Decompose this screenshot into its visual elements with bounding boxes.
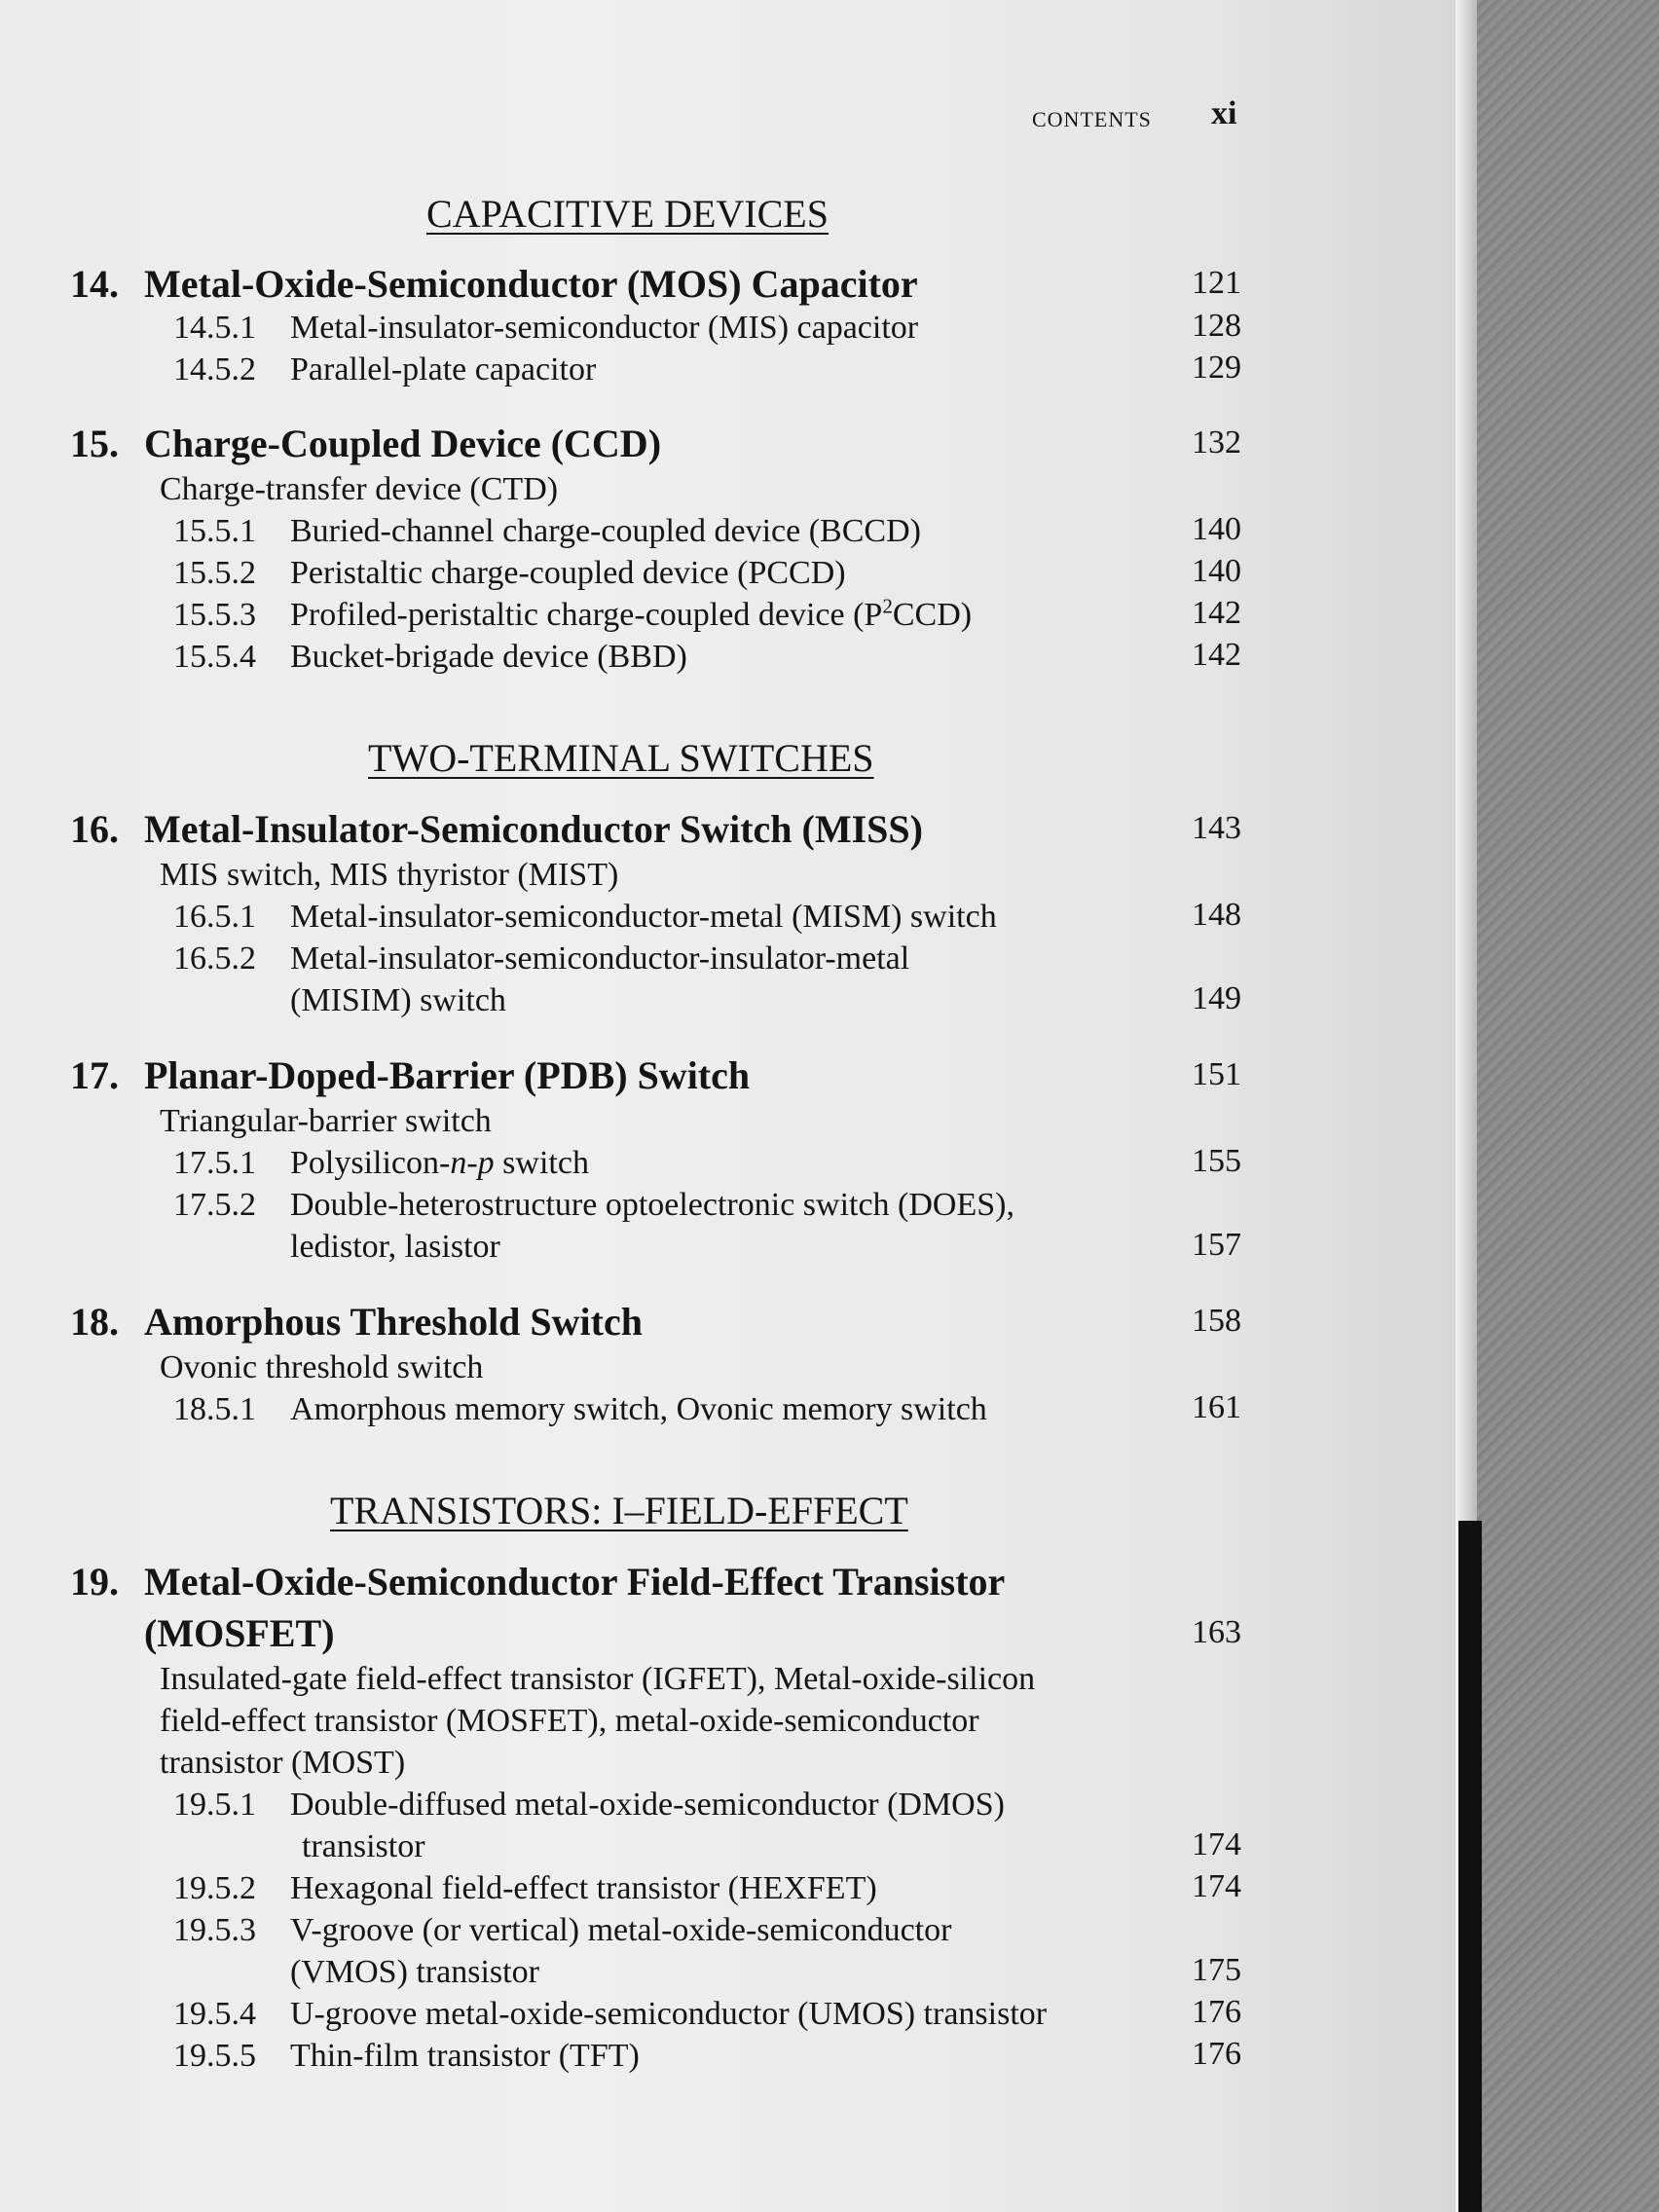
section-heading: TRANSISTORS: I–FIELD-EFFECT [330,1489,908,1532]
subsection-entry [173,555,846,592]
chapter-number: 17. [70,1053,119,1097]
subsection-page: 140 [1192,511,1241,547]
section-heading: CAPACITIVE DEVICES [426,192,829,236]
subsection-title: Double-heterostructure optoelectronic switch (DOES), [290,1187,1014,1223]
subsection-title: Buried-channel charge-coupled device (BCCD) [290,513,921,549]
subsection-title-continued: transistor [302,1828,425,1864]
chapter-title: Metal-Oxide-Semiconductor Field-Effect Transistor [144,1560,1006,1604]
subsection-entry [173,2038,640,2075]
running-head: CONTENTS [1032,107,1152,131]
subsection-title-continued: ledistor, lasistor [290,1229,500,1265]
chapter-heading [70,1559,1005,1604]
chapter-page: 151 [1192,1056,1241,1092]
chapter-number: 16. [70,807,119,851]
background-surface [1477,0,1659,2212]
subsection-page: 142 [1192,637,1241,673]
subsection-title: Double-diffused metal-oxide-semiconductor (DMOS) [290,1787,1005,1823]
subsection-entry [173,940,909,977]
chapter-number: 15. [70,422,119,465]
subsection-page: 176 [1192,2036,1241,2072]
chapter-number: 14. [70,262,119,306]
chapter-heading [70,261,918,307]
chapter-heading [70,1299,643,1345]
section-heading: TWO-TERMINAL SWITCHES [368,736,874,780]
subsection-number: 17.5.2 [173,1187,256,1223]
chapter-alias: field-effect transistor (MOSFET), metal-oxide-semiconductor [160,1703,979,1739]
subsection-number: 18.5.1 [173,1391,256,1427]
subsection-entry [173,513,921,550]
subsection-page: 161 [1192,1389,1241,1425]
subsection-title: Amorphous memory switch, Ovonic memory switch [290,1391,987,1427]
subsection-number: 19.5.1 [173,1787,256,1823]
subsection-number: 19.5.3 [173,1912,256,1948]
subsection-title: Metal-insulator-semiconductor-insulator-metal [290,940,910,977]
chapter-title: Metal-Oxide-Semiconductor (MOS) Capacitor [144,262,918,306]
subsection-entry [173,1187,1014,1224]
page-number: xi [1211,95,1237,131]
subsection-page: 155 [1192,1143,1241,1179]
chapter-page: 143 [1192,810,1241,846]
chapter-number: 18. [70,1300,119,1344]
subsection-page: 174 [1192,1826,1241,1862]
chapter-alias: Insulated-gate field-effect transistor (IGFET), Metal-oxide-silicon [160,1661,1036,1697]
subsection-page: 174 [1192,1868,1241,1904]
subsection-page: 129 [1192,350,1241,386]
chapter-alias: Ovonic threshold switch [160,1349,484,1385]
subsection-number: 19.5.5 [173,2038,256,2074]
subsection-page: 175 [1192,1952,1241,1988]
chapter-alias: Triangular-barrier switch [160,1103,492,1139]
subsection-page: 140 [1192,553,1241,589]
subsection-title: V-groove (or vertical) metal-oxide-semiconductor [290,1912,952,1948]
subsection-title: U-groove metal-oxide-semiconductor (UMOS) transistor [290,1996,1048,2032]
subsection-page: 148 [1192,897,1241,933]
subsection-title: Metal-insulator-semiconductor-metal (MISM) switch [290,899,997,935]
chapter-heading [70,421,661,466]
chapter-page: 158 [1192,1303,1241,1339]
subsection-title-continued: (MISIM) switch [290,982,506,1018]
chapter-alias: transistor (MOST) [160,1745,406,1781]
subsection-entry [173,1912,951,1949]
book-cover-strip [1458,1521,1482,2212]
subsection-page: 176 [1192,1994,1241,2030]
subsection-title: Peristaltic charge-coupled device (PCCD) [290,555,846,591]
subsection-entry [173,1391,987,1428]
subsection-number: 19.5.4 [173,1996,256,2032]
subsection-number: 16.5.2 [173,940,256,977]
subsection-number: 16.5.1 [173,899,256,935]
chapter-heading [70,806,923,852]
chapter-title-continued: (MOSFET) [144,1611,335,1655]
chapter-alias: Charge-transfer device (CTD) [160,471,559,507]
subsection-number: 14.5.2 [173,351,256,387]
subsection-number: 15.5.1 [173,513,256,549]
subsection-number: 15.5.4 [173,639,256,675]
subsection-entry [173,1996,1047,2033]
chapter-number: 19. [70,1560,119,1604]
chapter-title: Amorphous Threshold Switch [144,1300,643,1344]
subsection-entry [173,1787,1005,1824]
subsection-entry [173,899,997,936]
subsection-entry [173,1145,589,1182]
subsection-number: 19.5.2 [173,1870,256,1906]
subsection-title-continued: (VMOS) transistor [290,1954,539,1990]
chapter-heading [70,1052,750,1098]
subsection-title: Thin-film transistor (TFT) [290,2038,640,2074]
chapter-title: Metal-Insulator-Semiconductor Switch (MISS) [144,807,923,851]
subsection-page: 142 [1192,595,1241,631]
subsection-number: 15.5.2 [173,555,256,591]
subsection-entry [173,594,973,634]
subsection-title: Bucket-brigade device (BBD) [290,639,687,675]
chapter-alias: MIS switch, MIS thyristor (MIST) [160,857,619,893]
subsection-title: Profiled-peristaltic charge-coupled device $(P^2CCD)$ [290,594,973,633]
chapter-title: Planar-Doped-Barrier (PDB) Switch [144,1053,751,1097]
subsection-title: Polysilicon-n-p switch [290,1145,589,1181]
subsection-entry [173,351,596,388]
subsection-page: 157 [1192,1227,1241,1263]
subsection-number: 15.5.3 [173,597,256,633]
subsection-number: 17.5.1 [173,1145,256,1181]
subsection-entry [173,639,687,676]
subsection-entry [173,310,918,347]
subsection-title: Parallel-plate capacitor [290,351,597,387]
chapter-page: 163 [1192,1614,1241,1650]
subsection-number: 14.5.1 [173,310,256,346]
subsection-title: Hexagonal field-effect transistor (HEXFET) [290,1870,877,1906]
chapter-title: Charge-Coupled Device (CCD) [144,422,662,465]
subsection-page: 149 [1192,980,1241,1016]
subsection-title: Metal-insulator-semiconductor (MIS) capacitor [290,310,919,346]
chapter-page: 132 [1192,424,1241,461]
chapter-page: 121 [1192,265,1241,301]
subsection-entry [173,1870,877,1907]
subsection-page: 128 [1192,308,1241,344]
